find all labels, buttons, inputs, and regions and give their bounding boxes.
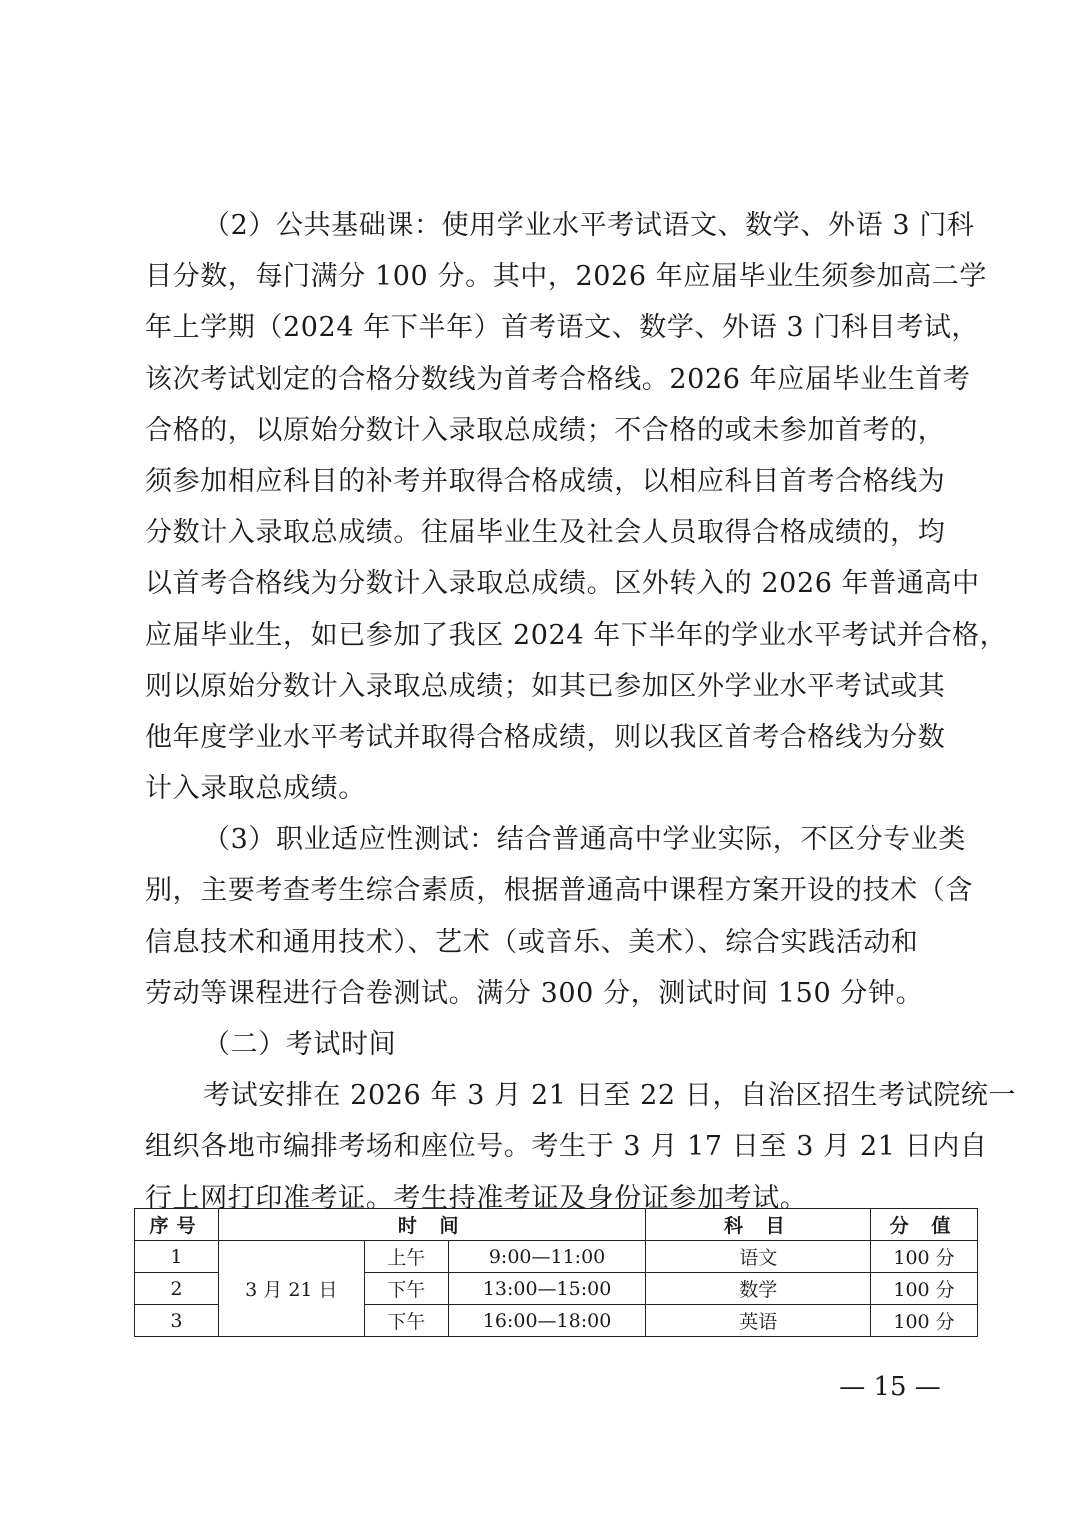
paragraph-line: 组织各地市编排考场和座位号。考生于 3 月 17 日至 3 月 21 日内自 [145, 1131, 988, 1163]
paragraph-line: 劳动等课程进行合卷测试。满分 300 分，测试时间 150 分钟。 [145, 977, 924, 1009]
table-row [135, 1241, 978, 1273]
paragraph-line: 目分数，每门满分 100 分。其中，2026 年应届毕业生须参加高二学 [145, 261, 987, 293]
row-time: 9:00—11:00 [448, 1241, 646, 1273]
paragraph-line: 则以原始分数计入录取总成绩；如其已参加区外学业水平考试或其 [145, 670, 946, 702]
exam-schedule-table [134, 1208, 978, 1337]
row-index: 3 [135, 1305, 219, 1337]
row-score: 100 分 [871, 1305, 978, 1337]
paragraph-line: 分数计入录取总成绩。往届毕业生及社会人员取得合格成绩的，均 [145, 517, 946, 549]
paragraph-line: 考试安排在 2026 年 3 月 21 日至 22 日，自治区招生考试院统一 [203, 1080, 1017, 1112]
paragraph-line: 须参加相应科目的补考并取得合格成绩，以相应科目首考合格线为 [145, 465, 946, 497]
body-text [145, 200, 1017, 1224]
paragraph-line: 应届毕业生，如已参加了我区 2024 年下半年的学业水平考试并合格， [145, 619, 1008, 651]
row-period: 下午 [364, 1273, 448, 1305]
paragraph-line: 该次考试划定的合格分数线为首考合格线。2026 年应届毕业生首考 [145, 363, 971, 395]
header-index: 序号 [135, 1209, 219, 1241]
row-subject: 英语 [646, 1305, 871, 1337]
row-period: 下午 [364, 1305, 448, 1337]
paragraph-line: 合格的，以原始分数计入录取总成绩；不合格的或未参加首考的， [145, 414, 946, 446]
header-score: 分 值 [871, 1209, 978, 1241]
row-period: 上午 [364, 1241, 448, 1273]
row-score: 100 分 [871, 1241, 978, 1273]
row-time: 13:00—15:00 [448, 1273, 646, 1305]
header-time: 时 间 [218, 1209, 646, 1241]
paragraph-line: 行上网打印准考证。考生持准考证及身份证参加考试。 [145, 1182, 808, 1214]
exam-date: 3 月 21 日 [218, 1241, 364, 1337]
row-subject: 语文 [646, 1241, 871, 1273]
paragraph-line: 信息技术和通用技术）、艺术（或音乐、美术）、综合实践活动和 [145, 926, 919, 958]
row-time: 16:00—18:00 [448, 1305, 646, 1337]
header-subject: 科 目 [646, 1209, 871, 1241]
paragraph-line: （2）公共基础课：使用学业水平考试语文、数学、外语 3 门科 [203, 210, 975, 241]
paragraph-line: 以首考合格线为分数计入录取总成绩。区外转入的 2026 年普通高中 [145, 568, 980, 600]
paragraph-line: 计入录取总成绩。 [145, 773, 366, 805]
paragraph-line: 他年度学业水平考试并取得合格成绩，则以我区首考合格线为分数 [145, 721, 946, 753]
row-subject: 数学 [646, 1273, 871, 1305]
table-header-row [135, 1209, 978, 1241]
row-index: 1 [135, 1241, 219, 1273]
page-number: — 15 — [839, 1372, 941, 1402]
paragraph-line: 年上学期（2024 年下半年）首考语文、数学、外语 3 门科目考试， [145, 312, 980, 344]
row-score: 100 分 [871, 1273, 978, 1305]
section-heading: （二）考试时间 [203, 1029, 397, 1060]
row-index: 2 [135, 1273, 219, 1305]
paragraph-line: （3）职业适应性测试：结合普通高中学业实际，不区分专业类 [203, 824, 966, 856]
paragraph-line: 别，主要考查考生综合素质，根据普通高中课程方案开设的技术（含 [145, 875, 973, 907]
